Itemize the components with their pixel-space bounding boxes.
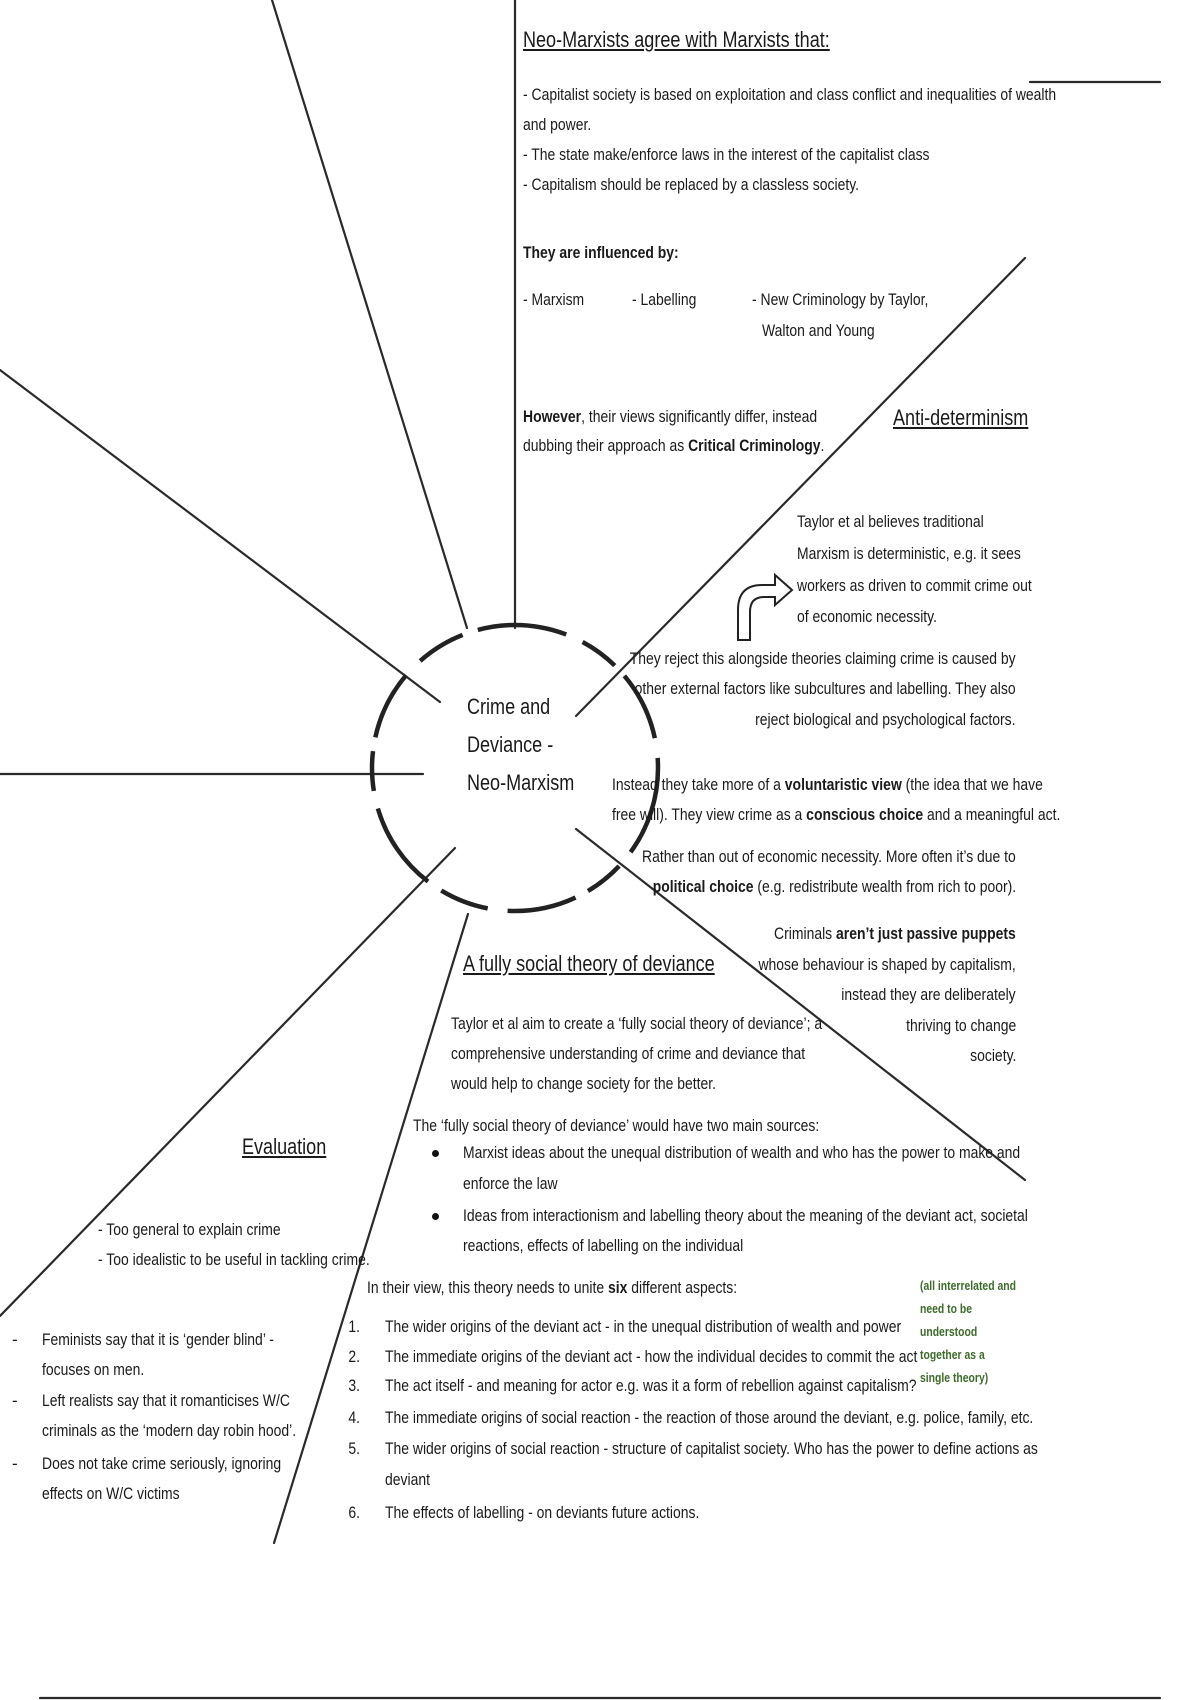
reject-line: They reject this alongside theories claiming crime is caused by <box>630 649 1016 668</box>
puppets-line: instead they are deliberately <box>841 985 1016 1004</box>
political-line: Rather than out of economic necessity. More often it’s due to <box>642 847 1016 866</box>
bullet-icon <box>432 1213 439 1220</box>
evaluation-heading: Evaluation <box>242 1134 327 1159</box>
curved-arrow-icon <box>738 575 792 640</box>
critique-item: Left realists say that it romanticises W/C <box>42 1391 290 1410</box>
aspect-item: The immediate origins of the deviant act - how the individual decides to commit the act <box>385 1347 918 1366</box>
center-title-line: Crime and <box>467 694 551 719</box>
top-point: and power. <box>523 115 592 134</box>
aspect-number: 1. <box>348 1317 360 1336</box>
puppets-line: thriving to change <box>905 1016 1016 1035</box>
fully-social-intro: would help to change society for the better. <box>451 1074 717 1093</box>
side-note-line: together as a <box>920 1347 985 1362</box>
sources-intro: The ‘fully social theory of deviance’ would have two main sources: <box>413 1116 820 1135</box>
dash-bullet-icon: - <box>12 1454 18 1473</box>
center-title-line: Neo-Marxism <box>467 770 575 795</box>
evaluation-general: - Too idealistic to be useful in tackling crime. <box>98 1250 370 1269</box>
bullet-icon <box>432 1150 439 1157</box>
aspect-number: 3. <box>348 1376 360 1395</box>
top-point: - The state make/enforce laws in the interest of the capitalist class <box>523 145 930 164</box>
critique-item: focuses on men. <box>42 1360 145 1379</box>
center-title <box>467 688 574 802</box>
aspect-number: 4. <box>348 1408 360 1427</box>
puppets-line: society. <box>969 1046 1016 1065</box>
aspect-item: The act itself - and meaning for actor e.g. was it a form of rebellion against capitalism? <box>385 1376 917 1395</box>
however-bold: However <box>523 407 582 426</box>
top-heading: Neo-Marxists agree with Marxists that: <box>523 27 830 52</box>
reject-line: reject biological and psychological factors. <box>755 710 1016 729</box>
however-line <box>523 431 824 461</box>
influence-item: - New Criminology by Taylor, <box>752 290 929 309</box>
aspect-item: The effects of labelling - on deviants future actions. <box>385 1503 700 1522</box>
fully-social-intro: Taylor et al aim to create a ‘fully social theory of deviance’; a <box>451 1014 823 1033</box>
side-note-line: need to be <box>920 1301 973 1316</box>
text-span: free will). They view crime as a <box>612 805 807 824</box>
voluntaristic-line <box>612 800 1060 830</box>
text-span: Instead they take more of a <box>612 775 785 794</box>
text-span: (the idea that we have <box>901 775 1043 794</box>
aspect-number: 6. <box>348 1503 360 1522</box>
aspect-number: 2. <box>348 1347 360 1366</box>
aspect-item: deviant <box>385 1470 430 1489</box>
critique-item: effects on W/C victims <box>42 1484 180 1503</box>
source-item: enforce the law <box>463 1174 558 1193</box>
side-note-line: single theory) <box>920 1370 989 1385</box>
critique-item: Feminists say that it is ‘gender blind’ - <box>42 1330 274 1349</box>
puppets-line: whose behaviour is shaped by capitalism, <box>758 955 1016 974</box>
influence-item: - Marxism <box>523 290 585 309</box>
text-span: (e.g. redistribute wealth from rich to poor). <box>753 877 1016 896</box>
side-note-line: (all interrelated and <box>920 1278 1016 1293</box>
source-item: Marxist ideas about the unequal distribution of wealth and who has the power to make and <box>463 1143 1021 1162</box>
spoke-top-left <box>272 0 467 628</box>
aspect-item: The wider origins of the deviant act - in the unequal distribution of wealth and power <box>385 1317 902 1336</box>
dash-bullet-icon: - <box>12 1391 18 1410</box>
passive-puppets-label: aren’t just passive puppets <box>836 924 1016 943</box>
text-span: Criminals <box>774 924 837 943</box>
top-point: - Capitalist society is based on exploitation and class conflict and inequalities of wealth <box>523 85 1057 104</box>
critique-item: criminals as the ‘modern day robin hood’. <box>42 1421 297 1440</box>
text-span: and a meaningful act. <box>923 805 1061 824</box>
aspect-number: 5. <box>348 1439 360 1458</box>
voluntaristic-line <box>612 770 1043 800</box>
anti-determinism-heading: Anti-determinism <box>893 405 1029 430</box>
conscious-choice-label: conscious choice <box>806 805 924 824</box>
source-item: Ideas from interactionism and labelling theory about the meaning of the deviant act, societal <box>463 1206 1028 1225</box>
influenced-heading: They are influenced by: <box>523 243 679 262</box>
aspects-intro <box>367 1273 737 1303</box>
taylor-line: workers as driven to commit crime out <box>797 576 1032 595</box>
taylor-line: Taylor et al believes traditional <box>797 512 984 531</box>
spoke-left-upper <box>0 370 440 702</box>
side-note-line: understood <box>920 1324 978 1339</box>
critical-criminology-label: Critical Criminology <box>688 436 821 455</box>
political-choice-label: political choice <box>652 877 754 896</box>
however-line <box>523 402 817 432</box>
six-label: six <box>607 1278 628 1297</box>
influence-item: Walton and Young <box>762 321 875 340</box>
source-item: reactions, effects of labelling on the individual <box>463 1236 744 1255</box>
text-span: different aspects: <box>627 1278 738 1297</box>
voluntaristic-label: voluntaristic view <box>784 775 902 794</box>
fully-social-heading: A fully social theory of deviance <box>463 951 715 976</box>
evaluation-general: - Too general to explain crime <box>98 1220 281 1239</box>
taylor-line: of economic necessity. <box>797 607 937 626</box>
top-point: - Capitalism should be replaced by a classless society. <box>523 175 860 194</box>
however-text: , their views significantly differ, instead <box>581 407 818 426</box>
critique-item: Does not take crime seriously, ignoring <box>42 1454 282 1473</box>
aspect-item: The immediate origins of social reaction - the reaction of those around the deviant, e.g. police, family, etc. <box>385 1408 1034 1427</box>
taylor-line: Marxism is deterministic, e.g. it sees <box>797 544 1021 563</box>
puppets-line <box>774 919 1016 949</box>
influence-item: - Labelling <box>632 290 697 309</box>
however-text: dubbing their approach as <box>523 436 689 455</box>
aspect-item: The wider origins of social reaction - structure of capitalist society. Who has the power to define actions as <box>385 1439 1038 1458</box>
dash-bullet-icon: - <box>12 1330 18 1349</box>
center-title-line: Deviance - <box>467 732 554 757</box>
political-line <box>653 872 1016 902</box>
however-text: . <box>820 436 825 455</box>
fully-social-intro: comprehensive understanding of crime and deviance that <box>451 1044 806 1063</box>
text-span: In their view, this theory needs to unite <box>367 1278 608 1297</box>
reject-line: other external factors like subcultures and labelling. They also <box>635 679 1016 698</box>
